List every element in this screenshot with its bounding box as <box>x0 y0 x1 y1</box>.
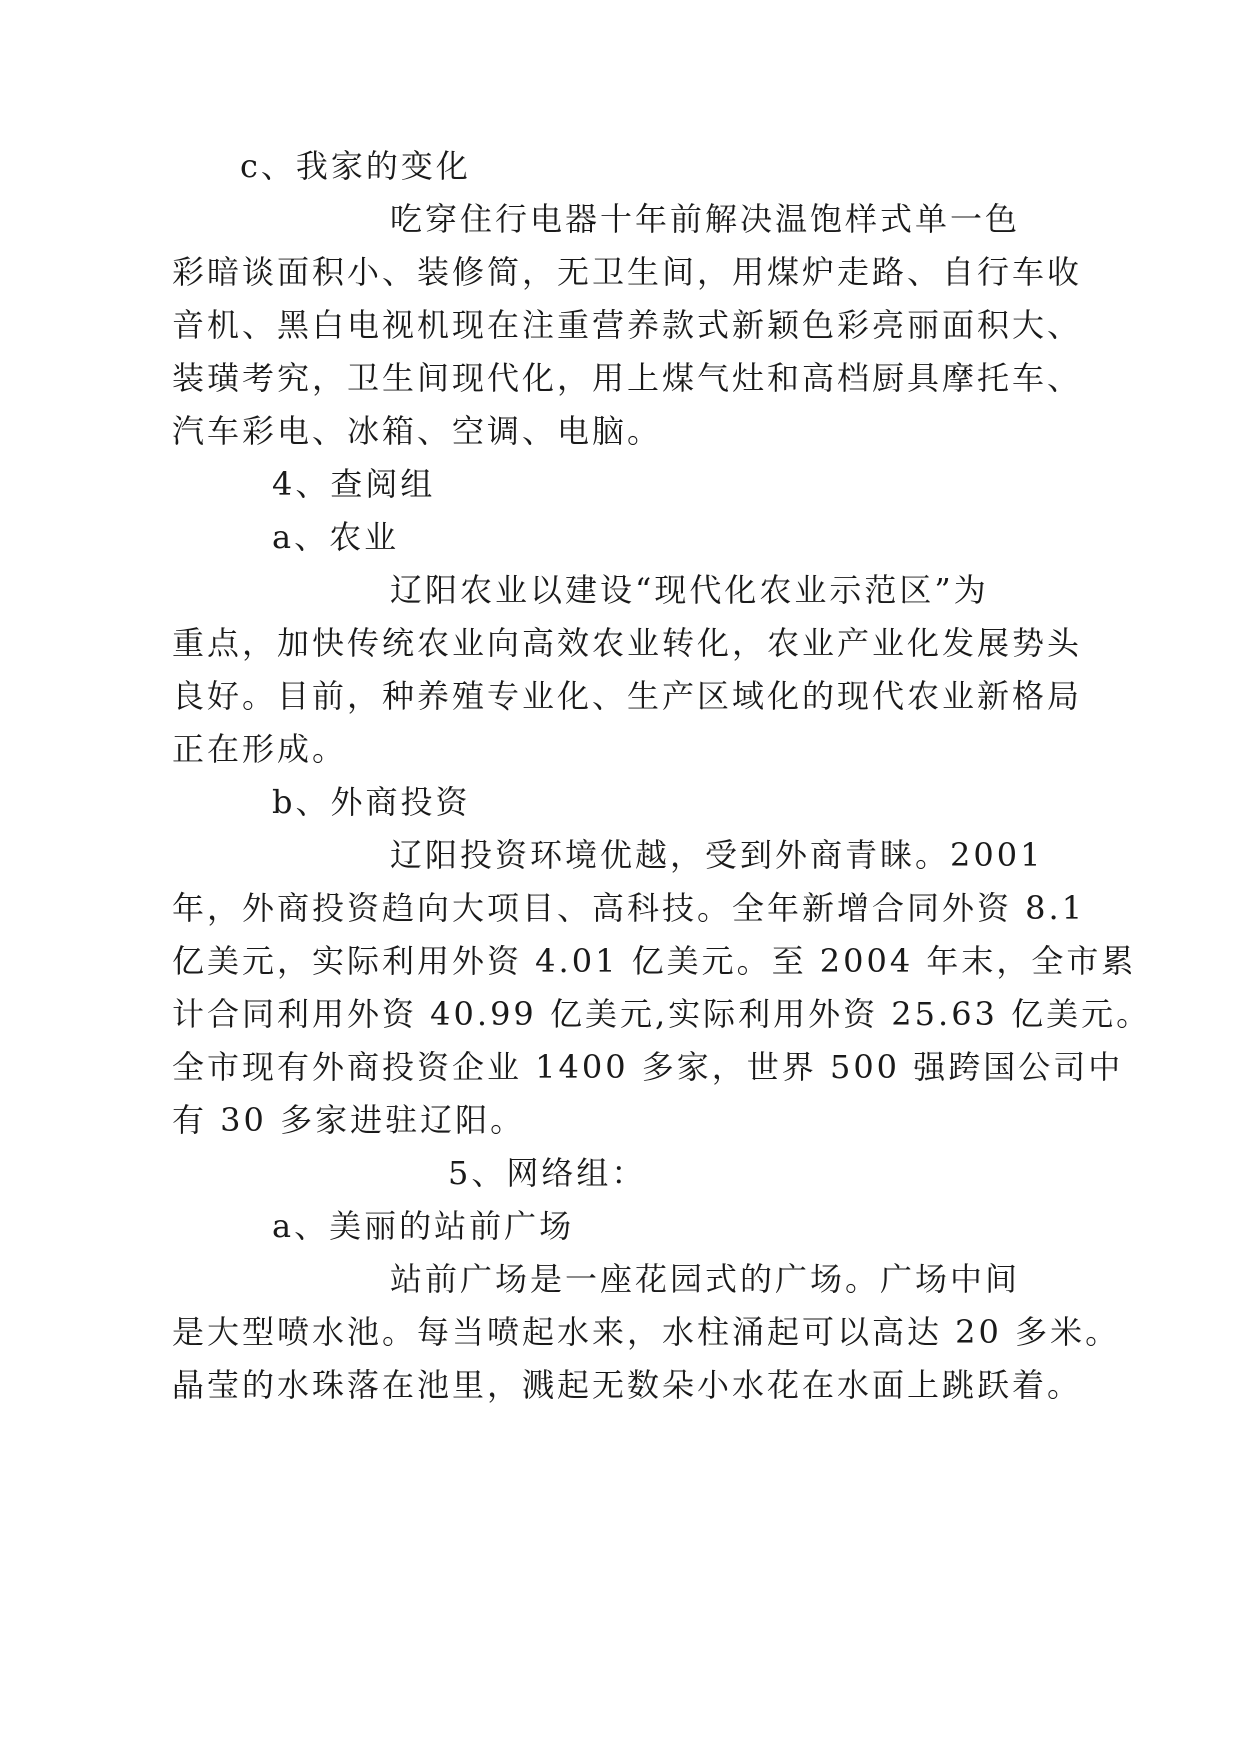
heading-station-square: a、美丽的站前广场 <box>272 1207 575 1245</box>
paragraph-line: 正在形成。 <box>172 730 348 768</box>
paragraph-line: 重点，加快传统农业向高效农业转化，农业产业化发展势头 <box>172 624 1083 662</box>
heading-agriculture: a、农业 <box>272 518 400 556</box>
paragraph-line: 辽阳农业以建设“现代化农业示范区”为 <box>390 571 989 609</box>
paragraph-line: 装璜考究，卫生间现代化，用上煤气灶和高档厨具摩托车、 <box>172 359 1083 397</box>
paragraph-line: 计合同利用外资 40.99 亿美元,实际利用外资 25.63 亿美元。 <box>172 995 1152 1033</box>
paragraph-line: 音机、黑白电视机现在注重营养款式新颖色彩亮丽面积大、 <box>172 306 1083 344</box>
heading-foreign-investment: b、外商投资 <box>272 783 471 821</box>
paragraph-line: 站前广场是一座花园式的广场。广场中间 <box>390 1260 1021 1298</box>
heading-network-group: 5、网络组： <box>448 1154 647 1192</box>
paragraph-line: 年，外商投资趋向大项目、高科技。全年新增合同外资 8.1 <box>172 889 1086 927</box>
heading-research-group: 4、查阅组 <box>272 465 436 503</box>
paragraph-line: 亿美元，实际利用外资 4.01 亿美元。至 2004 年末，全市累 <box>172 942 1137 980</box>
paragraph-line: 晶莹的水珠落在池里，溅起无数朵小水花在水面上跳跃着。 <box>172 1366 1083 1404</box>
paragraph-line: 辽阳投资环境优越，受到外商青睐。2001 <box>390 836 1044 874</box>
paragraph-line: 吃穿住行电器十年前解决温饱样式单一色 <box>390 200 1021 238</box>
paragraph-line: 有 30 多家进驻辽阳。 <box>172 1101 526 1139</box>
paragraph-line: 良好。目前，种养殖专业化、生产区域化的现代农业新格局 <box>172 677 1083 715</box>
paragraph-line: 是大型喷水池。每当喷起水来，水柱涌起可以高达 20 多米。 <box>172 1313 1121 1351</box>
heading-family-change: c、我家的变化 <box>240 147 471 185</box>
paragraph-line: 汽车彩电、冰箱、空调、电脑。 <box>172 412 663 450</box>
paragraph-line: 全市现有外商投资企业 1400 多家，世界 500 强跨国公司中 <box>172 1048 1124 1086</box>
paragraph-line: 彩暗谈面积小、装修简，无卫生间，用煤炉走路、自行车收 <box>172 253 1083 291</box>
